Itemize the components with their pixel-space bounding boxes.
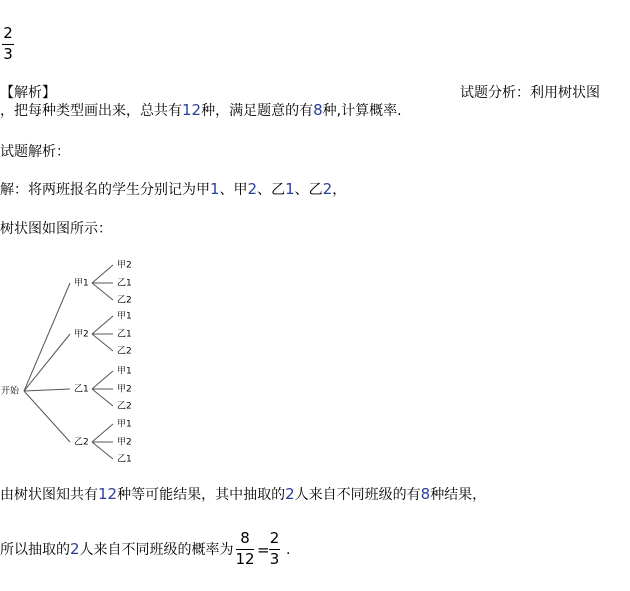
tree-node-level1: 甲1 [74,278,89,289]
tree-branch [24,334,70,391]
result-num-3: 8 [420,485,431,503]
tree-branch [92,389,113,406]
intro-sep-1: 、甲 [219,182,248,198]
tree-leaf: 甲2 [117,260,132,271]
tree-leaf: 乙2 [117,295,132,306]
tree-branch [92,316,113,334]
intro-sub-1: 1 [210,180,220,198]
result-text-2: 种等可能结果，其中抽取的 [117,487,286,503]
result-num-2: 2 [285,485,295,503]
tree-leaf: 乙1 [117,278,132,289]
tree-branch [92,334,113,351]
result-line [0,487,486,502]
tree-node-level1: 甲2 [74,329,89,340]
final-period: . [286,542,291,558]
intro-sep-3: 、乙 [294,182,323,198]
final-frac1-denominator: 12 [235,550,255,568]
final-line [0,542,234,557]
tree-node-level1: 乙2 [74,437,89,448]
tree-root-label: 开始 [1,386,20,397]
tree-branch [92,424,113,442]
analysis-text-2: 种，满足题意的有 [201,103,314,119]
analysis-heading: 【解析】 [0,85,56,101]
tree-leaf: 甲2 [117,384,132,395]
final-fraction-2 [269,531,280,567]
tree-branch [92,265,113,283]
tree-leaf: 乙1 [117,454,132,465]
tree-leaf: 乙2 [117,346,132,357]
final-frac2-numerator: 2 [269,529,280,547]
analysis-text-3: 种, [322,103,342,119]
tree-leaf: 乙2 [117,401,132,412]
analysis-num-2: 8 [313,101,323,119]
result-text-1: 由树状图知共有 [0,487,98,503]
final-fraction-1 [236,531,254,567]
analysis-num-1: 12 [182,101,202,119]
analysis-text-4: 计算概率 [341,103,398,119]
result-text-4: 种结果， [430,487,487,503]
tree-leaf: 甲1 [117,419,132,430]
final-text-2: 人来自不同班级的概率为 [79,542,234,558]
final-frac2-denominator: 3 [269,550,280,568]
tree-branch [24,389,70,391]
analysis-text-5: . [397,103,402,119]
tree-leaf: 甲1 [117,311,132,322]
tree-branch [24,283,70,391]
tree-branch [92,442,113,459]
solution-heading: 试题解析： [0,144,70,160]
tree-branch [24,391,70,442]
analysis-line [0,103,402,118]
intro-sub-3: 1 [285,180,295,198]
answer-numerator: 2 [3,24,13,42]
intro-sub-2: 2 [247,180,258,198]
tree-node-level1: 乙1 [74,384,89,395]
intro-sep-2: 、乙 [257,182,286,198]
result-num-1: 12 [98,485,118,503]
analysis-right-text: 试题分析：利用树状图 [460,85,600,101]
answer-fraction [2,26,14,62]
tree-branch [92,283,113,300]
final-num-1: 2 [70,540,80,558]
tree-caption: 树状图如图所示： [0,221,112,237]
tree-leaf: 乙1 [117,329,132,340]
final-frac1-numerator: 8 [240,529,250,547]
intro-text: 解：将两班报名的学生分别记为甲 [0,182,210,198]
equals-sign: = [257,541,270,559]
tree-leaf: 甲1 [117,366,132,377]
tree-diagram [0,254,170,469]
tree-leaf: 甲2 [117,437,132,448]
answer-denominator: 3 [3,45,13,63]
result-text-3: 人来自不同班级的有 [294,487,421,503]
intro-end: ， [332,182,347,198]
tree-branch [92,371,113,389]
final-text-1: 所以抽取的 [0,542,70,558]
analysis-text-1: ，把每种类型画出来，总共有 [0,103,182,119]
intro-sub-4: 2 [322,180,333,198]
solution-intro [0,182,346,197]
